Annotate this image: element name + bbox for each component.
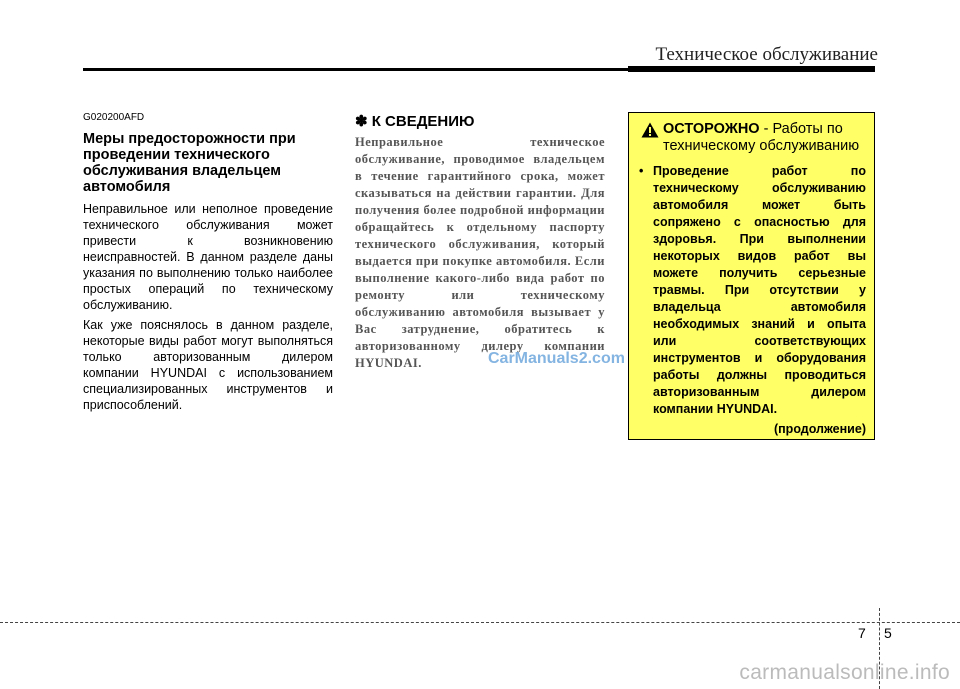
paragraph-2: Как уже пояснялось в данном разделе, некоторые виды работ могут выполняться только авторизованным дилером компании HYUNDAI с использованием специализированных инструментов и приспособлений.	[83, 318, 333, 412]
warning-header	[639, 121, 866, 155]
info-body: Неправильное техническое обслуживание, проводимое владельцем в течение гарантийного срока, может сказываться на действии гарантии. Для получения более подробной информации обращайтесь к отдельному паспорту технического обслуживания, который выдается при покупке автомобиля. Если выполнение какого-либо вида работ по ремонту или техническому обслуживанию автомобиля вызывает у Вас затруднение, обратитесь к авторизованному дилеру компании HYUNDAI.	[355, 135, 605, 370]
chapter-number: 7	[858, 625, 866, 641]
header-rule-accent	[628, 66, 875, 72]
warning-list	[639, 163, 866, 418]
header-title: Техническое обслуживание	[655, 44, 878, 65]
continued-label: (продолжение)	[773, 422, 866, 436]
paragraph-1: Неправильное или неполное проведение технического обслуживания может привести к возникновению неисправностей. В данном разделе даны указания по выполнению только наиболее простых операций по техническому обслуживанию.	[83, 202, 333, 312]
warning-item: • Проведение работ по техническому обслуживанию автомобиля может быть сопряжено с опасностью для здоровья. При выполнении некоторых видов работ вы можете получить серьезные травмы. При отсутствии у владельца автомобиля необходимых знаний и опыта или соответствующих инструментов и оборудования работы должны проводиться авторизованным дилером компании HYUNDAI.	[639, 163, 866, 418]
info-title: ✽ К СВЕДЕНИЮ	[355, 113, 475, 130]
warning-triangle-icon	[641, 122, 659, 138]
watermark: CarManuals2.com	[488, 350, 625, 367]
footer-dashed-line	[0, 622, 960, 623]
footer-site-mark: carmanualsonline.info	[739, 661, 950, 684]
info-column	[355, 112, 605, 372]
left-column	[83, 112, 333, 417]
section-code: G020200AFD	[83, 112, 145, 123]
page-number: 5	[884, 625, 892, 641]
section-heading: Меры предосторожности при проведении технического обслуживания владельцем автомобиля	[83, 131, 296, 195]
warning-box	[628, 112, 875, 440]
warning-subtitle: - Работы по техническому обслуживанию	[663, 121, 860, 154]
warning-label: ОСТОРОЖНО	[663, 121, 760, 137]
